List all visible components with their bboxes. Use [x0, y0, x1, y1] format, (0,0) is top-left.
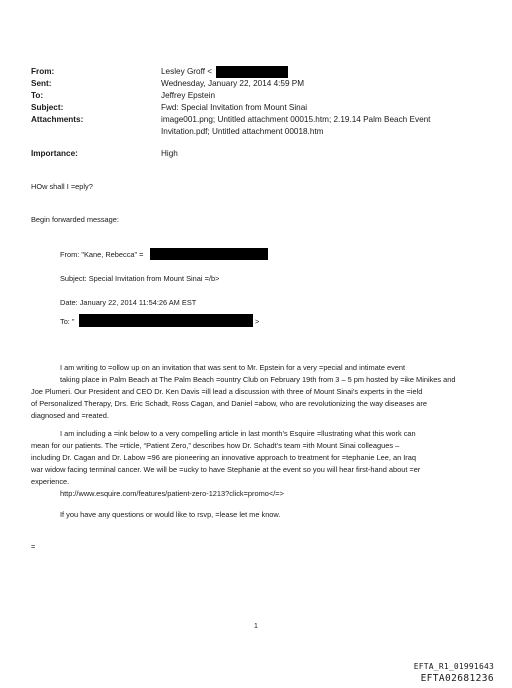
paragraph-line: experience.	[31, 477, 70, 486]
redaction-bar-forwarded-from	[150, 248, 268, 260]
attachments-value-line2: Invitation.pdf; Untitled attachment 00018.htm	[161, 127, 324, 136]
paragraph-line: I am including a =ink below to a very compelling article in last month’s Esquire =llustrating what this work can	[60, 429, 416, 438]
paragraph-line: taking place in Palm Beach at The Palm Beach =ountry Club on February 19th from 3 – 5 pm hosted by =ike Minikes and	[60, 375, 456, 384]
redaction-bar-from	[216, 66, 288, 78]
sent-value: Wednesday, January 22, 2014 4:59 PM	[161, 79, 305, 88]
paragraph-line: diagnosed and =reated.	[31, 411, 109, 420]
forwarded-subject: Subject: Special Invitation from Mount Sinai =/b>	[60, 274, 220, 283]
attachments-label: Attachments:	[31, 115, 84, 124]
redaction-bar-forwarded-to	[79, 314, 253, 327]
paragraph-article	[31, 428, 420, 488]
paragraph-line: including Dr. Cagan and Dr. Labow =96 are pioneering an innovative approach to treatment for =tephanie Lee, an Iraq	[31, 453, 416, 462]
to-value: Jeffrey Epstein	[161, 91, 216, 100]
forwarded-date: Date: January 22, 2014 11:54:26 AM EST	[60, 298, 197, 307]
to-label: To:	[31, 91, 44, 100]
trailing-equals: =	[31, 542, 36, 551]
article-link[interactable]: http://www.esquire.com/features/patient-zero-1213?click=promo</=>	[60, 489, 284, 498]
forward-intro: Begin forwarded message:	[31, 215, 119, 224]
from-label: From:	[31, 67, 55, 76]
paragraph-line: war widow facing terminal cancer. We will be =ucky to have Stephanie at the event so you will hear first-hand about =er	[31, 465, 421, 474]
forwarded-to-end: >	[255, 317, 260, 326]
paragraph-line: Joe Plumeri. Our President and CEO Dr. Ken Davis =ill lead a discussion with three of Mount Sinai’s experts in the =ield	[31, 387, 423, 396]
closing-line: If you have any questions or would like to rsvp, =lease let me know.	[60, 510, 281, 519]
paragraph-invitation	[31, 362, 455, 422]
reply-question: HOw shall I =eply?	[31, 182, 93, 191]
bates-number-large: EFTA02681236	[420, 673, 494, 684]
forwarded-from: From: "Kane, Rebecca" =	[60, 250, 144, 259]
subject-label: Subject:	[31, 103, 64, 112]
subject-value: Fwd: Special Invitation from Mount Sinai	[161, 103, 308, 112]
paragraph-line: of Personalized Therapy, Drs. Eric Schadt, Ross Cagan, and Daniel =abow, who are revolutionizing the way diseases are	[31, 399, 427, 408]
forwarded-to: To: "	[60, 317, 75, 326]
page-number: 1	[254, 623, 258, 630]
importance-label: Importance:	[31, 149, 78, 158]
from-value: Lesley Groff <	[161, 67, 213, 76]
bates-number-small: EFTA_R1_01991643	[413, 662, 494, 671]
paragraph-line: mean for our patients. The =rticle, “Patient Zero,” describes how Dr. Schadt’s team =ith Mount Sinai colleagues –	[31, 441, 400, 450]
importance-value: High	[161, 149, 178, 158]
sent-label: Sent:	[31, 79, 52, 88]
attachments-value-line1: image001.png; Untitled attachment 00015.htm; 2.19.14 Palm Beach Event	[161, 115, 431, 124]
paragraph-line: I am writing to =ollow up on an invitation that was sent to Mr. Epstein for a very =pecial and intimate event	[60, 363, 406, 372]
